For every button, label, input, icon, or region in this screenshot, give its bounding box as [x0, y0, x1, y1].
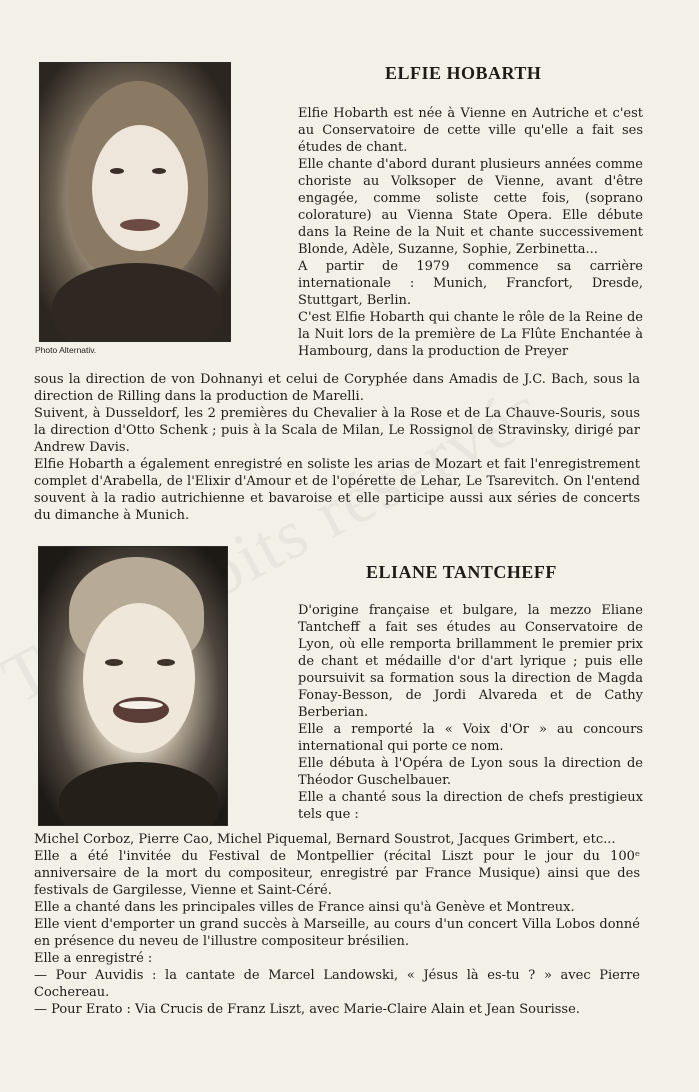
- biography-column: [298, 602, 643, 823]
- recording-list-item: — Pour Auvidis : la cantate de Marcel Landowski, « Jésus là es-tu ? » avec Pierre Cochereau.: [34, 968, 640, 1000]
- artist-name-heading: ELFIE HOBARTH: [385, 63, 542, 83]
- biography-paragraph: Michel Corboz, Pierre Cao, Michel Piquemal, Bernard Soustrot, Jacques Grimbert, etc...: [34, 832, 616, 847]
- biography-paragraph: D'origine française et bulgare, la mezzo Eliane Tantcheff a fait ses études au Conservatoire de Lyon, où elle remporta brillamment le premier prix de chant et médaille d'or d'art lyrique ; puis elle poursuivit sa formation sous la direction de Magda Fonay-Besson, de Jordi Alvareda et de Cathy Berberian.: [298, 603, 643, 720]
- biography-paragraph: Elle chante d'abord durant plusieurs années comme choriste au Volksoper de Vienne, avant d'être engagée, comme soliste cette fois, (soprano colorature) au Vienna State Opera. Elle débute dans la Reine de la Nuit et chante successivement Blonde, Adèle, Suzanne, Sophie, Zerbinetta...: [298, 157, 643, 257]
- biography-paragraph: Elle a été l'invitée du Festival de Montpellier (récital Liszt pour le jour du 100ᵉ anniversaire de la mort du compositeur, enregistré par France Musique) ainsi que des festivals de Gargilesse, Vienne et Saint-Céré.: [34, 849, 640, 898]
- biography-paragraph: Elle a remporté la « Voix d'Or » au concours international qui porte ce nom.: [298, 722, 643, 754]
- biography-paragraph: Elle a enregistré :: [34, 951, 153, 966]
- biography-paragraph: Elle débuta à l'Opéra de Lyon sous la direction de Théodor Guschelbauer.: [298, 756, 643, 788]
- biography-full-width: [34, 831, 640, 1018]
- photo-credit: Photo Alternativ.: [35, 345, 97, 355]
- biography-paragraph: Suivent, à Dusseldorf, les 2 premières du Chevalier à la Rose et de La Chauve-Souris, sous la direction d'Otto Schenk ; puis à la Scala de Milan, Le Rossignol de Stravinsky, dirigé par Andrew Davis.: [34, 406, 640, 455]
- biography-full-width: [34, 371, 640, 524]
- recording-list-item: — Pour Erato : Via Crucis de Franz Liszt, avec Marie-Claire Alain et Jean Sourisse.: [34, 1002, 580, 1017]
- biography-paragraph: Elfie Hobarth a également enregistré en soliste les arias de Mozart et fait l'enregistrement complet d'Arabella, de l'Elixir d'Amour et de l'opérette de Lehar, Le Tsarevitch. On l'entend souvent à la radio autrichienne et bavaroise et elle participe aussi aux séries de concerts du dimanche à Munich.: [34, 457, 640, 523]
- biography-column: [298, 105, 643, 360]
- biography-paragraph: Elle vient d'emporter un grand succès à Marseille, au cours d'un concert Villa Lobos donné en présence du neveu de l'illustre compositeur brésilien.: [34, 917, 640, 949]
- biography-paragraph: C'est Elfie Hobarth qui chante le rôle de la Reine de la Nuit lors de la première de La Flûte Enchantée à Hambourg, dans la production de Preyer: [298, 310, 643, 359]
- artist-name-heading: ELIANE TANTCHEFF: [366, 562, 557, 582]
- portrait-photo-elfie-hobarth: [39, 62, 231, 342]
- portrait-photo-eliane-tantcheff: [38, 546, 228, 826]
- biography-paragraph: Elle a chanté sous la direction de chefs prestigieux tels que :: [298, 790, 643, 822]
- biography-paragraph: Elle a chanté dans les principales villes de France ainsi qu'à Genève et Montreux.: [34, 900, 575, 915]
- biography-paragraph: sous la direction de von Dohnanyi et celui de Coryphée dans Amadis de J.C. Bach, sous la direction de Rilling dans la production de Marelli.: [34, 372, 640, 404]
- biography-paragraph: Elfie Hobarth est née à Vienne en Autriche et c'est au Conservatoire de cette ville qu'elle a fait ses études de chant.: [298, 106, 643, 155]
- biography-paragraph: A partir de 1979 commence sa carrière internationale : Munich, Francfort, Dresde, Stuttgart, Berlin.: [298, 259, 643, 308]
